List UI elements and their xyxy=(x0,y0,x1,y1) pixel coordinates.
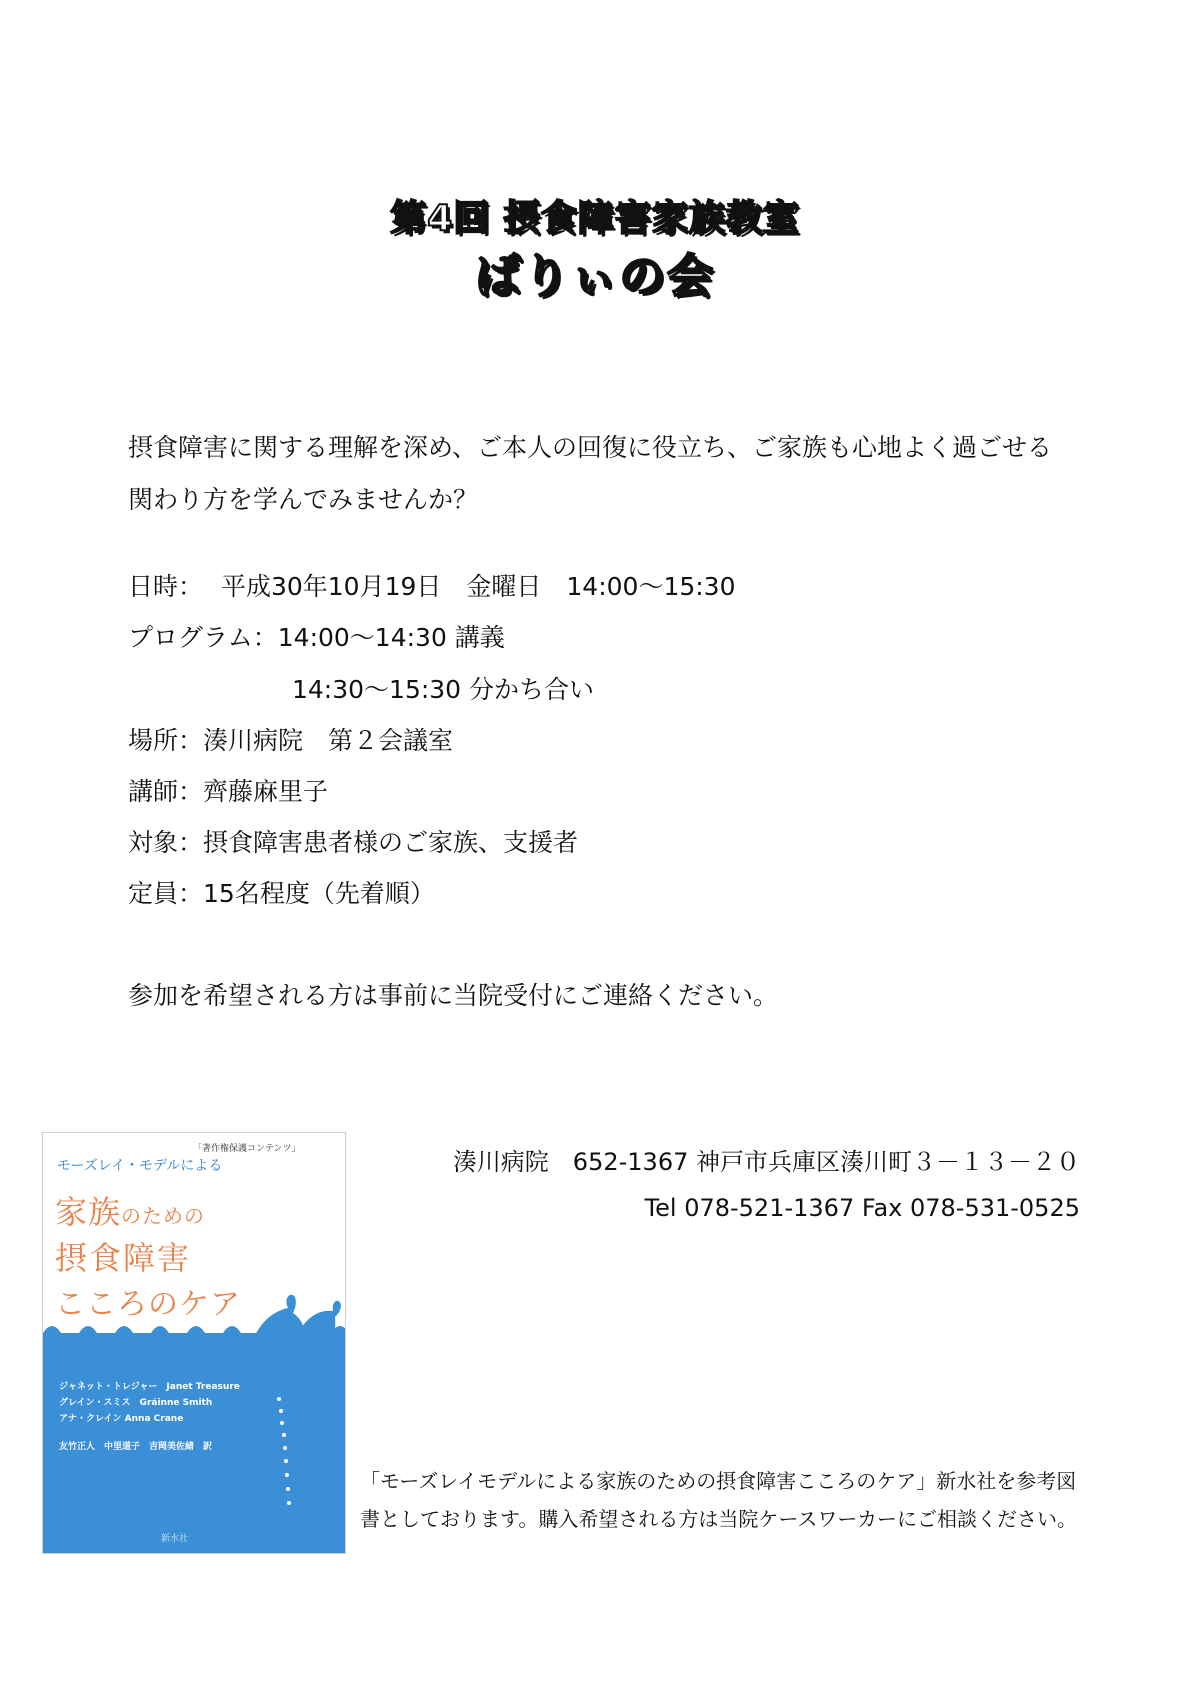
book-author-2: グレイン・スミス Gráinne Smith xyxy=(59,1398,213,1408)
book-title-line-3: こころのケア xyxy=(55,1287,241,1322)
contact-address: 湊川病院 652-1367 神戸市兵庫区湊川町３－１３－２０ xyxy=(452,1148,1080,1176)
capacity-row xyxy=(128,881,435,906)
program-row xyxy=(128,625,505,650)
datetime-value: 平成30年10月19日 金曜日 14:00～15:30 xyxy=(220,572,736,601)
lecturer-value: 齊藤麻里子 xyxy=(203,777,329,806)
capacity-label: 定員： xyxy=(128,879,204,908)
datetime-row xyxy=(128,574,736,599)
book-subtitle: モーズレイ・モデルによる xyxy=(57,1158,223,1174)
target-label: 対象： xyxy=(128,828,204,857)
contact-phone: Tel 078-521-1367 Fax 078-531-0525 xyxy=(644,1194,1080,1222)
program-item-1: 14:00～14:30 講義 xyxy=(277,623,505,652)
book-author-1: ジャネット・トレジャー Janet Treasure xyxy=(59,1382,240,1392)
place-row xyxy=(128,728,453,753)
reference-note: 「モーズレイモデルによる家族のための摂食障害こころのケア」新水社を参考図書としております。購入希望される方は当院ケースワーカーにご相談ください。 xyxy=(360,1469,1077,1531)
program-item-2: 14:30～15:30 分かち合い xyxy=(292,675,595,704)
book-cover xyxy=(42,1132,346,1554)
target-row xyxy=(128,830,578,855)
book-translators: 友竹正人 中里道子 吉岡美佐緒 訳 xyxy=(59,1442,213,1452)
bubble-trail-icon xyxy=(271,1393,301,1513)
lecturer-row xyxy=(128,779,328,804)
book-title-line-2: 摂食障害 xyxy=(55,1239,192,1277)
title-line-1: 第4回 摂食障害家族教室 xyxy=(390,198,800,239)
program-label: プログラム： xyxy=(128,623,278,652)
book-title-a: 家族 xyxy=(55,1193,122,1231)
book-tag: 「著作権保護コンテンツ」 xyxy=(193,1144,301,1154)
lecturer-label: 講師： xyxy=(128,777,204,806)
book-author-3: アナ・クレイン Anna Crane xyxy=(59,1414,184,1424)
target-value: 摂食障害患者様のご家族、支援者 xyxy=(203,828,579,857)
dolphin-icon xyxy=(233,1283,343,1403)
capacity-value: 15名程度（先着順） xyxy=(203,879,435,908)
datetime-label: 日時： xyxy=(128,572,204,601)
title-line-2: ばりぃの会 xyxy=(475,249,715,303)
place-label: 場所： xyxy=(128,726,204,755)
book-title-b: のための xyxy=(121,1204,206,1228)
book-title-line-1 xyxy=(55,1187,205,1233)
place-value: 湊川病院 第２会議室 xyxy=(203,726,454,755)
book-publisher: 新水社 xyxy=(161,1534,189,1544)
apply-note: 参加を希望される方は事前に当院受付にご連絡ください。 xyxy=(128,981,779,1010)
intro-text: 摂食障害に関する理解を深め、ご本人の回復に役立ち、ご家族も心地よく過ごせる関わり方を学んでみませんか？ xyxy=(128,433,1053,514)
